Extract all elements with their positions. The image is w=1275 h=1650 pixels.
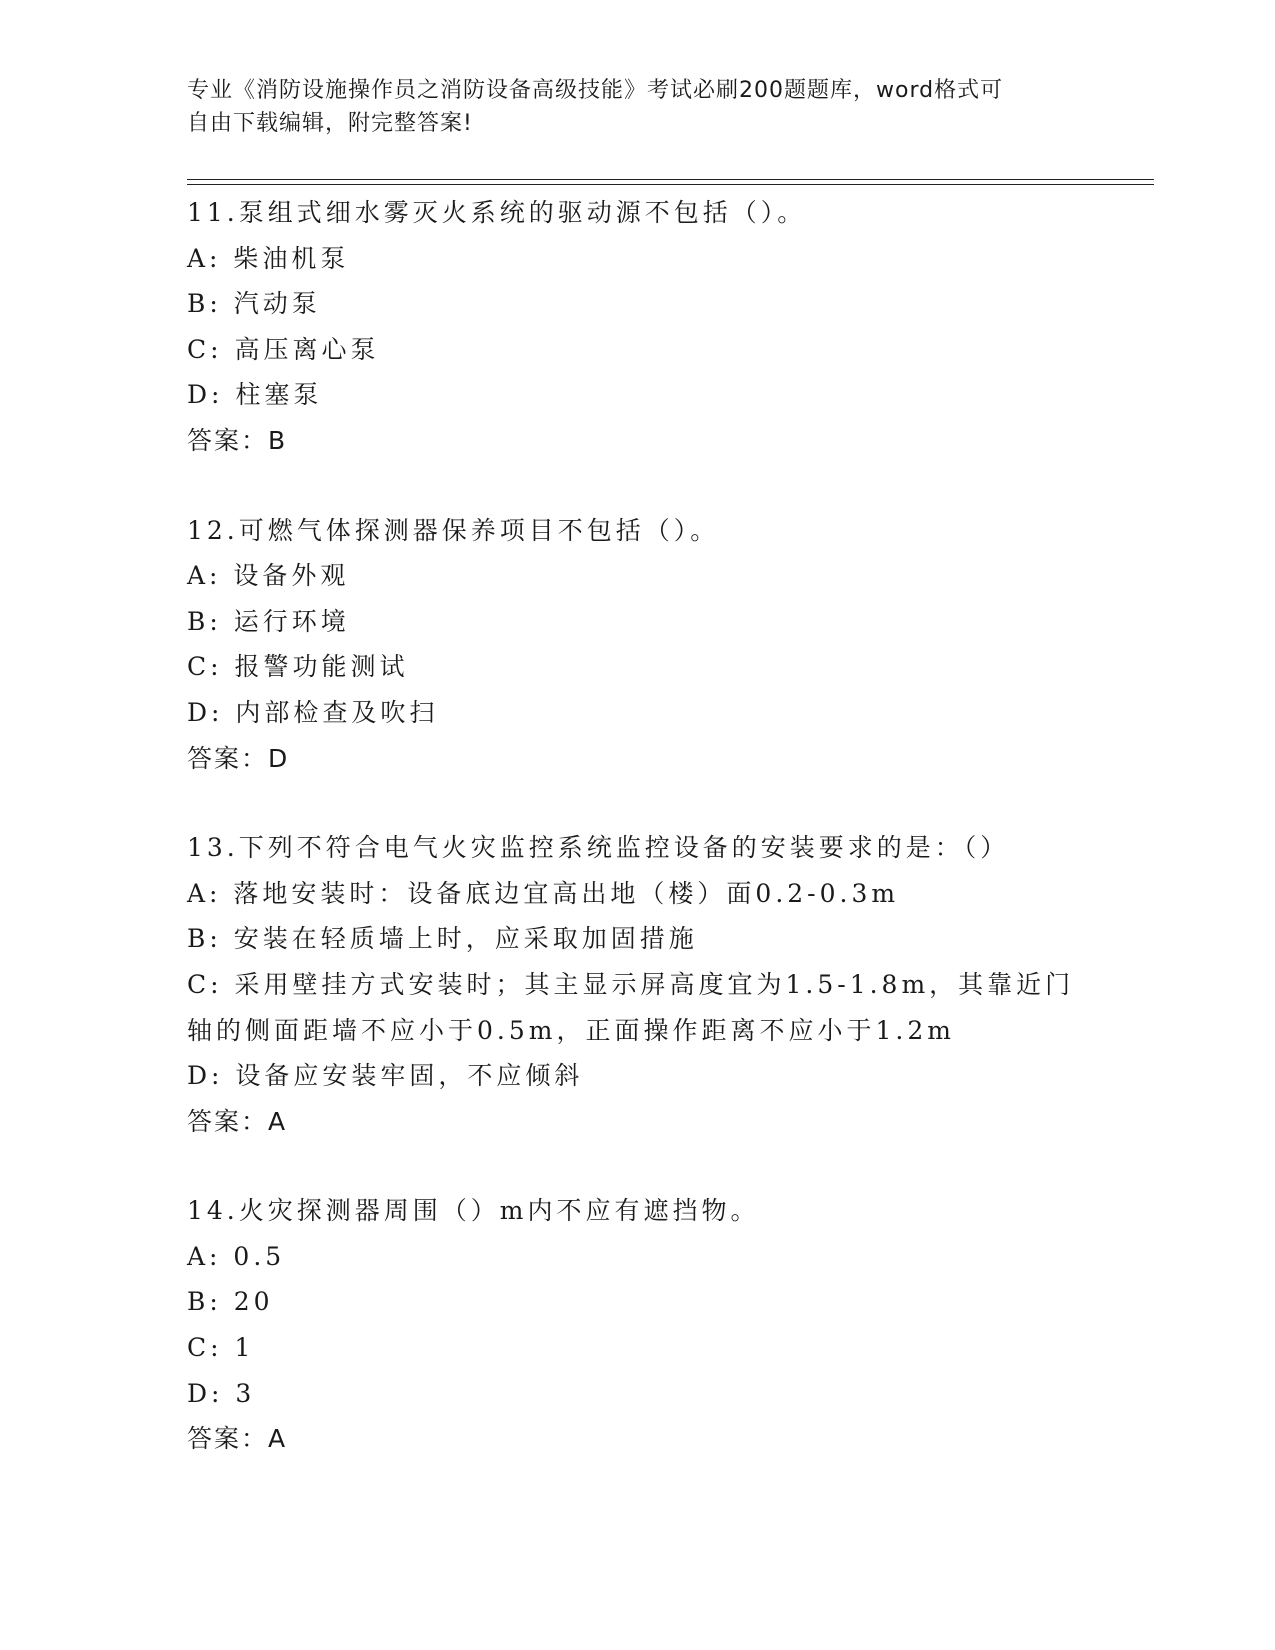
option-d: D: 3	[187, 1378, 256, 1408]
option-b: B: 安装在轻质墙上时，应采取加固措施	[187, 924, 698, 954]
header-line-2: 自由下载编辑，附完整答案!	[187, 111, 473, 136]
option-a: A: 设备外观	[187, 561, 350, 591]
option-b: B: 汽动泵	[187, 289, 321, 319]
option-c: C: 报警功能测试	[187, 652, 409, 682]
question-list	[187, 190, 1087, 1506]
option-c: C: 高压离心泵	[187, 334, 380, 364]
answer-label: 答案：A	[187, 1424, 288, 1454]
answer-label: 答案：B	[187, 425, 288, 455]
option-c: C: 采用壁挂方式安装时；其主显示屏高度宜为1.5-1.8m，其靠近门轴的侧面距墙不应小于0.5m，正面操作距离不应小于1.2m	[187, 969, 1075, 1045]
option-b: B: 运行环境	[187, 606, 350, 636]
option-a: A: 柴油机泵	[187, 243, 350, 273]
question-12	[187, 508, 1087, 782]
header-divider-top	[187, 179, 1154, 180]
answer-label: 答案：A	[187, 1106, 288, 1136]
answer-label: 答案：D	[187, 743, 290, 773]
question-stem: 12.可燃气体探测器保养项目不包括（）。	[187, 515, 720, 545]
question-13	[187, 825, 1087, 1144]
option-d: D: 设备应安装牢固，不应倾斜	[187, 1061, 584, 1091]
question-stem: 11.泵组式细水雾灭火系统的驱动源不包括（）。	[187, 198, 807, 227]
document-header	[187, 74, 1087, 140]
option-b: B: 20	[187, 1287, 274, 1317]
question-stem: 14.火灾探测器周围（）m内不应有遮挡物。	[187, 1196, 760, 1226]
option-a: A: 落地安装时：设备底边宜高出地（楼）面0.2-0.3m	[187, 878, 900, 908]
header-line-1: 专业《消防设施操作员之消防设备高级技能》考试必刷200题题库，word格式可	[187, 78, 1004, 103]
question-stem: 13.下列不符合电气火灾监控系统监控设备的安装要求的是：（）	[187, 833, 1010, 863]
question-11	[187, 190, 1087, 464]
question-14	[187, 1188, 1087, 1462]
option-d: D: 柱塞泵	[187, 380, 323, 410]
option-a: A: 0.5	[187, 1241, 286, 1271]
header-divider-bottom	[187, 184, 1154, 185]
option-d: D: 内部检查及吹扫	[187, 697, 439, 727]
option-c: C: 1	[187, 1333, 255, 1363]
